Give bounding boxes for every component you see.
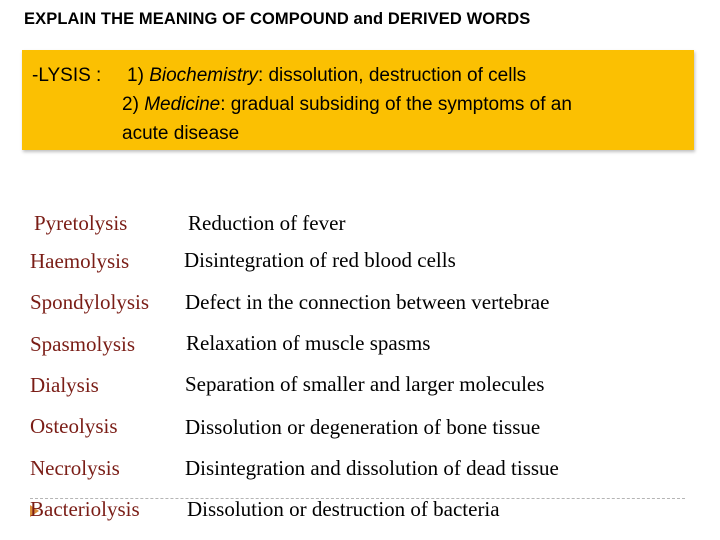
- term-spasmolysis: Spasmolysis: [30, 332, 136, 356]
- term-bacteriolysis: Bacteriolysis: [30, 497, 140, 521]
- definition-2: [122, 90, 682, 119]
- term-necrolysis: Necrolysis: [30, 456, 120, 480]
- term-haemolysis: Haemolysis: [30, 249, 130, 273]
- meaning-necrolysis: Disintegration and dissolution of dead tissue: [185, 456, 559, 480]
- definition-1-text: : dissolution, destruction of cells: [257, 65, 527, 86]
- meaning-haemolysis: Disintegration of red blood cells: [184, 248, 456, 272]
- definition-2-text: : gradual subsiding of the symptoms of an: [220, 94, 572, 115]
- page-title: EXPLAIN THE MEANING OF COMPOUND and DERIVED WORDS: [24, 10, 531, 28]
- meaning-bacteriolysis: Dissolution or destruction of bacteria: [187, 497, 500, 521]
- meaning-osteolysis: Dissolution or degeneration of bone tissue: [185, 415, 541, 439]
- definition-2-number: 2): [122, 94, 145, 115]
- lysis-definition-box: [22, 50, 694, 150]
- lysis-label: -LYSIS :: [32, 65, 102, 86]
- term-pyretolysis: Pyretolysis: [34, 211, 128, 235]
- meaning-spondylolysis: Defect in the connection between vertebrae: [185, 290, 550, 314]
- definition-1-number: 1): [127, 65, 150, 86]
- term-osteolysis: Osteolysis: [30, 414, 118, 438]
- term-spondylolysis: Spondylolysis: [30, 290, 150, 314]
- meaning-pyretolysis: Reduction of fever: [188, 211, 346, 235]
- meaning-dialysis: Separation of smaller and larger molecules: [185, 372, 545, 396]
- lysis-definitions: [122, 61, 682, 148]
- definition-1-field: Biochemistry: [149, 65, 258, 86]
- definition-1: [122, 61, 682, 90]
- definition-2-continuation: acute disease: [122, 123, 240, 144]
- meaning-spasmolysis: Relaxation of muscle spasms: [186, 331, 431, 355]
- term-dialysis: Dialysis: [30, 373, 99, 397]
- definition-2-field: Medicine: [144, 94, 221, 115]
